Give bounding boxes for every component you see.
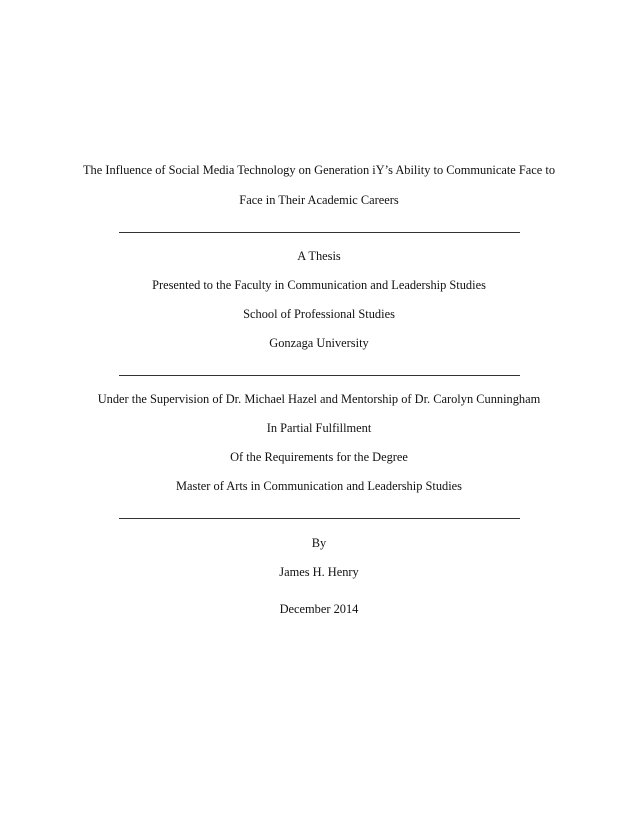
divider-rule-2: [119, 375, 520, 376]
author-name: James H. Henry: [279, 565, 359, 579]
requirements-line: Of the Requirements for the Degree: [230, 450, 408, 464]
thesis-title-line-1: The Influence of Social Media Technology on Generation iY’s Ability to Communicate Face to: [82, 163, 556, 177]
school-name: School of Professional Studies: [243, 307, 395, 321]
partial-fulfillment-line: In Partial Fulfillment: [266, 421, 372, 435]
divider-rule-1: [119, 232, 520, 233]
divider-rule-3: [119, 518, 520, 519]
supervision-line: Under the Supervision of Dr. Michael Hazel and Mentorship of Dr. Carolyn Cunningham: [97, 392, 541, 406]
degree-line: Master of Arts in Communication and Leadership Studies: [176, 479, 462, 493]
presented-to-line: Presented to the Faculty in Communication and Leadership Studies: [152, 278, 486, 292]
by-label: By: [311, 536, 327, 550]
university-name: Gonzaga University: [269, 336, 369, 350]
submission-date: December 2014: [279, 602, 359, 616]
document-type: A Thesis: [297, 249, 341, 263]
thesis-title-line-2: Face in Their Academic Careers: [239, 193, 399, 207]
